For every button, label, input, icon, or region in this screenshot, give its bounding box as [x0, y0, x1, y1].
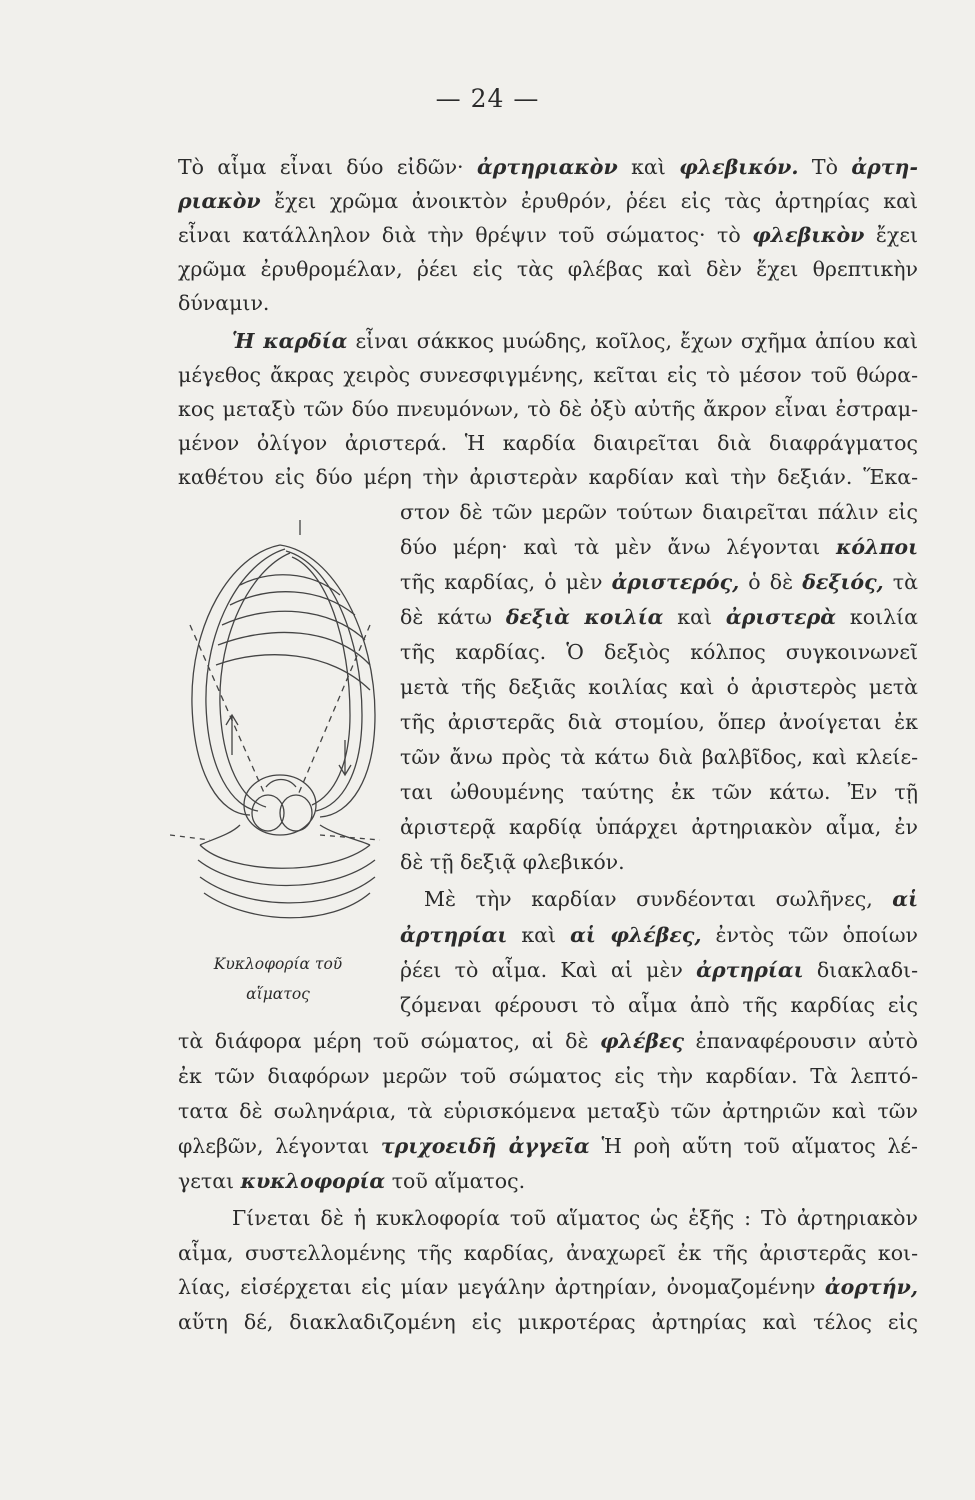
- emphasized-term: κόλποι: [835, 535, 918, 559]
- text-segment: καὶ: [507, 923, 571, 947]
- emphasized-term: ἀρτηρίαι: [696, 958, 804, 982]
- emphasized-term: δεξιὰ κοιλία: [505, 605, 664, 629]
- text-segment: τατα δὲ σωληνάρια, τὰ εὑρισκόμενα μεταξὺ τῶν ἀρτηριῶν καὶ τῶν: [178, 1099, 918, 1123]
- text-segment: εἶναι σάκκος μυώδης, κοῖλος, ἔχων σχῆμα ἀπίου καὶ: [347, 329, 918, 353]
- text-line: [178, 460, 918, 494]
- text-segment: ἀριστερᾷ καρδίᾳ ὑπάρχει ἀρτηριακὸν αἷμα, ἐν: [400, 815, 918, 839]
- text-segment: Τὸ αἷμα εἶναι δύο εἰδῶν·: [178, 155, 477, 179]
- emphasized-term: ἀορτήν,: [824, 1275, 918, 1299]
- text-line: [232, 324, 918, 358]
- emphasized-term: φλέβες: [600, 1029, 684, 1053]
- text-line: [232, 1201, 918, 1235]
- text-line: [400, 530, 918, 564]
- text-line: [400, 705, 918, 739]
- text-line: [178, 1164, 918, 1198]
- text-line: [400, 635, 918, 669]
- text-segment: καθέτου εἰς δύο μέρη τὴν ἀριστερὰν καρδίαν καὶ τὴν δεξιάν. Ἕκα-: [178, 465, 918, 489]
- text-segment: δὲ κάτω: [400, 605, 506, 629]
- text-segment: ται ὠθουμένης ταύτης ἐκ τῶν κάτω. Ἐν τῇ: [400, 780, 918, 804]
- text-segment: κος μεταξὺ τῶν δύο πνευμόνων, τὸ δὲ ὀξὺ αὐτῆς ἄκρον εἶναι ἐστραμ-: [178, 397, 918, 421]
- text-line: [178, 426, 918, 460]
- text-segment: φλεβῶν, λέγονται: [178, 1134, 381, 1158]
- text-segment: αὕτη δέ, διακλαδιζομένη εἰς μικροτέρας ἀρτηρίας καὶ τέλος εἰς: [178, 1310, 918, 1334]
- text-line: [178, 218, 918, 252]
- text-segment: καὶ: [663, 605, 726, 629]
- text-segment: διακλαδι-: [803, 958, 918, 982]
- text-segment: Μὲ τὴν καρδίαν συνδέονται σωλῆνες,: [424, 887, 893, 911]
- text-segment: ὁ δὲ: [739, 570, 803, 594]
- text-segment: μέγεθος ἄκρας χειρὸς συνεσφιγμένης, κεῖται εἰς τὸ μέσον τοῦ θώρα-: [178, 363, 918, 387]
- text-line: [178, 286, 918, 320]
- emphasized-term: ριακὸν: [178, 189, 261, 213]
- text-line: [400, 495, 918, 529]
- text-segment: ἔχει χρῶμα ἀνοικτὸν ἐρυθρόν, ῥέει εἰς τὰς ἀρτηρίας καὶ: [260, 189, 918, 213]
- text-segment: τοῦ αἵματος.: [385, 1169, 526, 1193]
- text-line: [400, 845, 918, 879]
- text-segment: εἶναι κατάλληλον διὰ τὴν θρέψιν τοῦ σώματος· τὸ: [178, 223, 753, 247]
- page-number: — 24 —: [435, 84, 540, 113]
- emphasized-term: αἱ φλέβες,: [570, 923, 702, 947]
- text-segment: δύναμιν.: [178, 291, 270, 315]
- text-line: [178, 1129, 918, 1163]
- text-segment: χρῶμα ἐρυθρομέλαν, ῥέει εἰς τὰς φλέβας καὶ δὲν ἔχει θρεπτικὴν: [178, 257, 918, 281]
- text-line: [400, 565, 918, 599]
- text-segment: δύο μέρη· καὶ τὰ μὲν ἄνω λέγονται: [400, 535, 836, 559]
- text-segment: στον δὲ τῶν μερῶν τούτων διαιρεῖται πάλιν εἰς: [400, 500, 918, 524]
- text-segment: τῆς ἀριστερᾶς διὰ στομίου, ὅπερ ἀνοίγεται ἐκ: [400, 710, 918, 734]
- text-segment: Γίνεται δὲ ἡ κυκλοφορία τοῦ αἵματος ὡς ἑξῆς : Τὸ ἀρτηριακὸν: [232, 1206, 918, 1230]
- emphasized-term: κυκλοφορία: [240, 1169, 386, 1193]
- text-line: [400, 988, 918, 1022]
- text-segment: τῆς καρδίας. Ὁ δεξιὸς κόλπος συγκοινωνεῖ: [400, 640, 918, 664]
- text-line: [424, 882, 918, 916]
- text-segment: λίας, εἰσέρχεται εἰς μίαν μεγάλην ἀρτηρίαν, ὀνομαζομένην: [178, 1275, 825, 1299]
- emphasized-term: αἱ: [892, 887, 918, 911]
- emphasized-term: Ἡ καρδία: [232, 329, 348, 353]
- text-line: [178, 1236, 918, 1270]
- emphasized-term: ἀρτηριακὸν: [476, 155, 618, 179]
- text-segment: τῶν ἄνω πρὸς τὰ κάτω διὰ βαλβῖδος, καὶ κλείε-: [400, 745, 918, 769]
- text-line: [400, 740, 918, 774]
- text-segment: καὶ: [617, 155, 680, 179]
- emphasized-term: ἀριστερὰ: [725, 605, 837, 629]
- figure-caption-line-2: αἵματος: [246, 985, 310, 1003]
- text-line: [178, 1270, 918, 1304]
- emphasized-term: ἀρτη-: [851, 155, 918, 179]
- emphasized-term: ἀριστερός,: [611, 570, 740, 594]
- emphasized-term: ἀρτηρίαι: [400, 923, 508, 947]
- text-segment: ἐπαναφέρουσιν αὐτὸ: [683, 1029, 918, 1053]
- circulation-diagram-drawing: [170, 515, 392, 945]
- emphasized-term: τριχοειδῆ ἀγγεῖα: [380, 1134, 590, 1158]
- text-segment: Τὸ: [798, 155, 852, 179]
- text-segment: ζόμεναι φέρουσι τὸ αἷμα ἀπὸ τῆς καρδίας εἰς: [400, 993, 918, 1017]
- text-segment: μετὰ τῆς δεξιᾶς κοιλίας καὶ ὁ ἀριστερὸς μετὰ: [400, 675, 918, 699]
- text-segment: μένον ὀλίγον ἀριστερά. Ἡ καρδία διαιρεῖται διὰ διαφράγματος: [178, 431, 918, 455]
- emphasized-term: φλεβικὸν: [752, 223, 865, 247]
- figure-caption-line-1: Κυκλοφορία τοῦ: [213, 955, 343, 973]
- text-line: [178, 358, 918, 392]
- text-line: [178, 1024, 918, 1058]
- text-line: [400, 953, 918, 987]
- text-line: [400, 810, 918, 844]
- text-segment: κοιλία: [836, 605, 919, 629]
- text-line: [400, 775, 918, 809]
- text-line: [400, 918, 918, 952]
- text-line: [178, 252, 918, 286]
- text-line: [178, 1305, 918, 1339]
- text-segment: ἐκ τῶν διαφόρων μερῶν τοῦ σώματος εἰς τὴν καρδίαν. Τὰ λεπτό-: [178, 1064, 918, 1088]
- text-line: [178, 1094, 918, 1128]
- text-segment: ἐντὸς τῶν ὁποίων: [701, 923, 918, 947]
- text-segment: τὰ: [883, 570, 918, 594]
- text-line: [178, 1059, 918, 1093]
- text-line: [178, 392, 918, 426]
- emphasized-term: δεξιός,: [802, 570, 884, 594]
- text-segment: γεται: [178, 1169, 241, 1193]
- text-segment: ῥέει τὸ αἷμα. Καὶ αἱ μὲν: [400, 958, 697, 982]
- emphasized-term: φλεβικόν.: [679, 155, 799, 179]
- text-line: [400, 600, 918, 634]
- text-line: [400, 670, 918, 704]
- text-segment: τῆς καρδίας, ὁ μὲν: [400, 570, 612, 594]
- text-segment: ἔχει: [864, 223, 918, 247]
- heart-circulation-illustration: [170, 515, 392, 945]
- text-segment: αἷμα, συστελλομένης τῆς καρδίας, ἀναχωρεῖ ἐκ τῆς ἀριστερᾶς κοι-: [178, 1241, 918, 1265]
- text-line: [178, 150, 918, 184]
- text-segment: δὲ τῇ δεξιᾷ φλεβικόν.: [400, 850, 625, 874]
- text-segment: Ἡ ροὴ αὕτη τοῦ αἵματος λέ-: [589, 1134, 918, 1158]
- text-segment: τὰ διάφορα μέρη τοῦ σώματος, αἱ δὲ: [178, 1029, 601, 1053]
- text-line: [178, 184, 918, 218]
